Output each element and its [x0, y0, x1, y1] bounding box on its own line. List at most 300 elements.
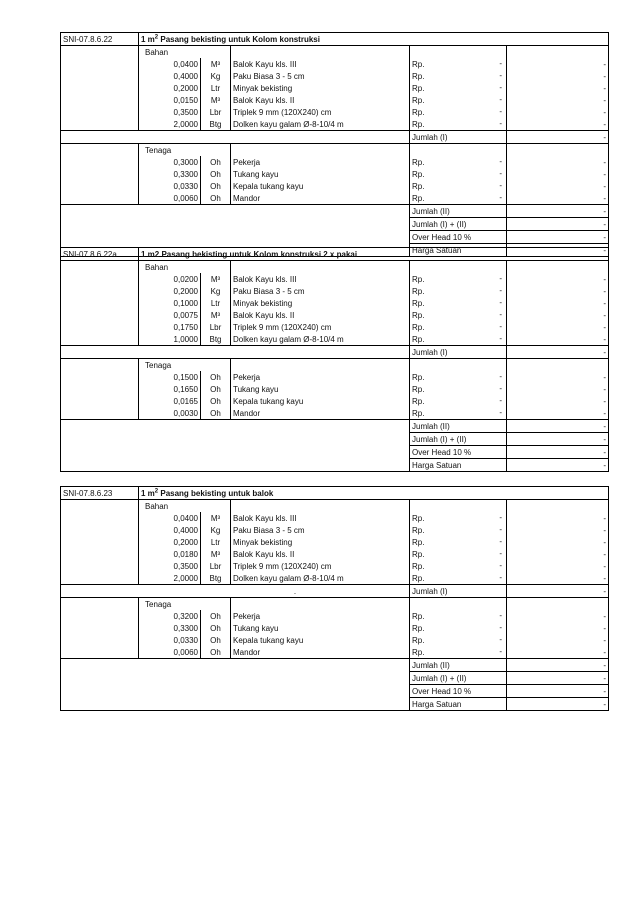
unit: Oh: [201, 622, 231, 634]
item-row: [61, 156, 609, 168]
total-price-value: -: [507, 646, 609, 659]
total-value: -: [507, 433, 609, 446]
item-description: Dolken kayu galam Ø-8-10/4 m: [231, 572, 410, 585]
item-row: [61, 548, 609, 560]
unit-cell-empty: [201, 500, 231, 513]
unit: Kg: [201, 70, 231, 82]
desc-cell-empty: [231, 359, 410, 372]
code-cell-empty: [61, 560, 139, 572]
item-row: [61, 572, 609, 585]
currency-cell: [410, 168, 507, 180]
total-price-value: -: [507, 524, 609, 536]
total-row: [61, 420, 609, 433]
unit-price-value: -: [499, 310, 502, 319]
code-cell-empty: [61, 94, 139, 106]
currency-label: Rp.: [412, 298, 425, 308]
code-cell-empty: [61, 500, 139, 513]
currency-label: Rp.: [412, 537, 425, 547]
item-description: Paku Biasa 3 - 5 cm: [231, 524, 410, 536]
total-price-value: -: [507, 94, 609, 106]
rp-cell-empty: [410, 144, 507, 157]
unit: Oh: [201, 371, 231, 383]
code-cell-empty: [61, 598, 139, 611]
currency-label: Rp.: [412, 561, 425, 571]
item-description: Kepala tukang kayu: [231, 395, 410, 407]
currency-cell: [410, 524, 507, 536]
total-label: Over Head 10 %: [410, 446, 507, 459]
total-price-value: -: [507, 321, 609, 333]
group-label-row: [61, 46, 609, 59]
coefficient: 0,3200: [173, 611, 198, 621]
currency-label: Rp.: [412, 322, 425, 332]
total-value: -: [507, 459, 609, 472]
item-row: [61, 333, 609, 346]
unit: M³: [201, 512, 231, 524]
unit-price-value: -: [499, 181, 502, 190]
stray-mark: .: [293, 586, 297, 596]
subtotal-row: [61, 585, 609, 598]
section-header-row: [61, 33, 609, 46]
unit: Oh: [201, 407, 231, 420]
coefficient: 0,0030: [173, 408, 198, 418]
item-row: [61, 58, 609, 70]
item-row: [61, 622, 609, 634]
unit-price-value: -: [499, 623, 502, 632]
total-value: -: [507, 205, 609, 218]
code-cell-empty: [61, 261, 139, 274]
group-label: Tenaga: [145, 145, 172, 155]
price-cell-empty: [507, 46, 609, 59]
total-value: -: [507, 420, 609, 433]
coefficient: 0,0330: [173, 181, 198, 191]
unit: Oh: [201, 646, 231, 659]
subtotal-value: -: [507, 585, 609, 598]
item-row: [61, 70, 609, 82]
code-cell-empty: [61, 144, 139, 157]
currency-cell: [410, 309, 507, 321]
code-cell-empty: [61, 512, 139, 524]
total-label: Over Head 10 %: [410, 685, 507, 698]
unit-price-value: -: [499, 169, 502, 178]
coefficient: 0,0060: [173, 193, 198, 203]
unit-price-value: -: [499, 71, 502, 80]
group-label-row: [61, 144, 609, 157]
item-description: Paku Biasa 3 - 5 cm: [231, 70, 410, 82]
unit: Ltr: [201, 82, 231, 94]
currency-label: Rp.: [412, 157, 425, 167]
section-header-row: [61, 487, 609, 500]
analysis-table-1: [60, 32, 609, 257]
section-title: [139, 33, 609, 46]
code-cell-empty: [61, 168, 139, 180]
unit-price-value: -: [499, 513, 502, 522]
unit: Btg: [201, 118, 231, 131]
currency-cell: [410, 333, 507, 346]
code-cell-empty: [61, 82, 139, 94]
code-cell-empty: [61, 46, 139, 59]
total-value: -: [507, 231, 609, 244]
unit: M³: [201, 273, 231, 285]
unit: Kg: [201, 524, 231, 536]
code-cell-empty: [61, 118, 139, 131]
coefficient: 0,2000: [173, 83, 198, 93]
unit-price-value: -: [499, 274, 502, 283]
unit: Lbr: [201, 560, 231, 572]
item-row: [61, 646, 609, 659]
coefficient: 0,3500: [173, 107, 198, 117]
coefficient: 0,0400: [173, 59, 198, 69]
currency-label: Rp.: [412, 334, 425, 344]
code-cell-empty: [61, 309, 139, 321]
code-cell-empty: [61, 383, 139, 395]
item-description: Tukang kayu: [231, 622, 410, 634]
coefficient: 0,0200: [173, 274, 198, 284]
unit: Lbr: [201, 321, 231, 333]
code-cell-empty: [61, 634, 139, 646]
total-value: -: [507, 659, 609, 672]
currency-cell: [410, 94, 507, 106]
total-price-value: -: [507, 297, 609, 309]
currency-cell: [410, 646, 507, 659]
total-label: Jumlah (II): [410, 420, 507, 433]
unit: Btg: [201, 333, 231, 346]
desc-cell-empty: [231, 46, 410, 59]
currency-label: Rp.: [412, 95, 425, 105]
currency-cell: [410, 58, 507, 70]
item-description: Triplek 9 mm (120X240) cm: [231, 106, 410, 118]
subtotal-value: -: [507, 131, 609, 144]
code-cell-empty: [61, 622, 139, 634]
item-description: Pekerja: [231, 156, 410, 168]
currency-label: Rp.: [412, 408, 425, 418]
unit: M³: [201, 548, 231, 560]
section-title-superscript: 2: [154, 487, 159, 494]
unit-cell-empty: [201, 261, 231, 274]
item-row: [61, 309, 609, 321]
currency-label: Rp.: [412, 286, 425, 296]
code-cell-empty: [61, 359, 139, 372]
currency-cell: [410, 512, 507, 524]
item-description: Mandor: [231, 407, 410, 420]
item-description: Tukang kayu: [231, 383, 410, 395]
group-label-row: [61, 598, 609, 611]
unit-price-value: -: [499, 322, 502, 331]
currency-label: Rp.: [412, 71, 425, 81]
item-description: Kepala tukang kayu: [231, 180, 410, 192]
item-description: Balok Kayu kls. II: [231, 309, 410, 321]
total-price-value: -: [507, 168, 609, 180]
unit: Ltr: [201, 297, 231, 309]
item-row: [61, 273, 609, 285]
section-code: SNI-07.8.6.22a: [61, 248, 139, 261]
item-row: [61, 297, 609, 309]
currency-label: Rp.: [412, 647, 425, 657]
item-row: [61, 634, 609, 646]
currency-label: Rp.: [412, 573, 425, 583]
currency-label: Rp.: [412, 513, 425, 523]
item-description: Balok Kayu kls. II: [231, 94, 410, 106]
item-row: [61, 94, 609, 106]
total-price-value: -: [507, 548, 609, 560]
price-cell-empty: [507, 598, 609, 611]
currency-cell: [410, 106, 507, 118]
coefficient: 0,0060: [173, 647, 198, 657]
item-description: Mandor: [231, 192, 410, 205]
code-cell-empty: [61, 572, 139, 585]
coefficient: 2,0000: [173, 119, 198, 129]
unit-price-value: -: [499, 525, 502, 534]
coefficient: 2,0000: [173, 573, 198, 583]
total-value: -: [507, 218, 609, 231]
currency-label: Rp.: [412, 611, 425, 621]
currency-label: Rp.: [412, 59, 425, 69]
rp-cell-empty: [410, 598, 507, 611]
code-cell-empty: [61, 285, 139, 297]
item-description: Tukang kayu: [231, 168, 410, 180]
subtotal-row: [61, 131, 609, 144]
item-row: [61, 321, 609, 333]
currency-cell: [410, 82, 507, 94]
unit: Oh: [201, 192, 231, 205]
desc-cell-empty: [231, 598, 410, 611]
section-title-text: Pasang bekisting untuk balok: [158, 488, 274, 498]
code-cell-empty: [61, 395, 139, 407]
currency-label: Rp.: [412, 193, 425, 203]
item-row: [61, 285, 609, 297]
currency-label: Rp.: [412, 181, 425, 191]
unit-cell-empty: [201, 598, 231, 611]
price-cell-empty: [507, 500, 609, 513]
unit-price-value: -: [499, 549, 502, 558]
code-cell-empty: [61, 192, 139, 205]
currency-cell: [410, 634, 507, 646]
total-price-value: -: [507, 512, 609, 524]
section-code: SNI-07.8.6.23: [61, 487, 139, 500]
code-cell-empty: [61, 106, 139, 118]
unit-price-value: -: [499, 298, 502, 307]
total-price-value: -: [507, 622, 609, 634]
price-cell-empty: [507, 144, 609, 157]
unit-price-value: -: [499, 647, 502, 656]
item-description: Mandor: [231, 646, 410, 659]
rp-cell-empty: [410, 46, 507, 59]
item-row: [61, 118, 609, 131]
coefficient: 0,2000: [173, 537, 198, 547]
group-label-row: [61, 359, 609, 372]
coefficient: 0,1500: [173, 372, 198, 382]
analysis-table-2: [60, 247, 609, 472]
total-price-value: -: [507, 333, 609, 346]
unit: Kg: [201, 285, 231, 297]
total-value: -: [507, 672, 609, 685]
subtotal-value: -: [507, 346, 609, 359]
total-price-value: -: [507, 407, 609, 420]
total-price-value: -: [507, 58, 609, 70]
analysis-table-3: [60, 486, 609, 711]
coefficient: 0,3300: [173, 623, 198, 633]
code-cell-empty: [61, 58, 139, 70]
unit: Oh: [201, 180, 231, 192]
total-value: -: [507, 698, 609, 711]
rp-cell-empty: [410, 261, 507, 274]
total-price-value: -: [507, 572, 609, 585]
group-label: Tenaga: [145, 360, 172, 370]
item-row: [61, 524, 609, 536]
section-code: SNI-07.8.6.22: [61, 33, 139, 46]
unit-price-value: -: [499, 573, 502, 582]
total-label: Harga Satuan: [410, 459, 507, 472]
unit-price-value: -: [499, 537, 502, 546]
currency-label: Rp.: [412, 635, 425, 645]
unit: Oh: [201, 156, 231, 168]
unit-price-value: -: [499, 107, 502, 116]
section-title-text: 1 m: [141, 488, 155, 498]
unit: Oh: [201, 395, 231, 407]
currency-cell: [410, 297, 507, 309]
desc-cell-empty: [231, 144, 410, 157]
code-cell-empty: [61, 371, 139, 383]
item-row: [61, 82, 609, 94]
code-cell-empty: [61, 407, 139, 420]
currency-label: Rp.: [412, 83, 425, 93]
group-label-row: [61, 261, 609, 274]
unit-price-value: -: [499, 83, 502, 92]
item-row: [61, 168, 609, 180]
total-price-value: -: [507, 634, 609, 646]
subtotal-label: Jumlah (I): [410, 346, 507, 359]
coefficient: 0,4000: [173, 71, 198, 81]
item-description: Dolken kayu galam Ø-8-10/4 m: [231, 333, 410, 346]
coefficient: 0,3300: [173, 169, 198, 179]
item-description: Minyak bekisting: [231, 297, 410, 309]
unit-price-value: -: [499, 334, 502, 343]
total-value: -: [507, 446, 609, 459]
subtotal-spacer: [61, 131, 410, 144]
unit: Btg: [201, 572, 231, 585]
coefficient: 0,3500: [173, 561, 198, 571]
group-label: Bahan: [145, 262, 169, 272]
total-price-value: -: [507, 285, 609, 297]
item-description: Triplek 9 mm (120X240) cm: [231, 560, 410, 572]
section-title: [139, 248, 609, 261]
total-label: Harga Satuan: [410, 244, 507, 257]
item-row: [61, 192, 609, 205]
unit-price-value: -: [499, 384, 502, 393]
unit-price-value: -: [499, 193, 502, 202]
currency-label: Rp.: [412, 384, 425, 394]
item-row: [61, 610, 609, 622]
coefficient: 0,0075: [173, 310, 198, 320]
currency-cell: [410, 610, 507, 622]
group-label-row: [61, 500, 609, 513]
group-label: Bahan: [145, 47, 169, 57]
coefficient: 0,0330: [173, 635, 198, 645]
item-description: Kepala tukang kayu: [231, 634, 410, 646]
item-description: Minyak bekisting: [231, 536, 410, 548]
code-cell-empty: [61, 156, 139, 168]
price-cell-empty: [507, 359, 609, 372]
unit-cell-empty: [201, 359, 231, 372]
currency-cell: [410, 321, 507, 333]
section-title-text: Pasang bekisting untuk Kolom konstruksi: [158, 34, 320, 44]
coefficient: 0,0400: [173, 513, 198, 523]
desc-cell-empty: [231, 261, 410, 274]
item-description: Pekerja: [231, 371, 410, 383]
code-cell-empty: [61, 321, 139, 333]
total-price-value: -: [507, 610, 609, 622]
unit-price-value: -: [499, 561, 502, 570]
item-description: Pekerja: [231, 610, 410, 622]
unit: Oh: [201, 168, 231, 180]
currency-label: Rp.: [412, 396, 425, 406]
group-label: Tenaga: [145, 599, 172, 609]
item-row: [61, 371, 609, 383]
coefficient: 1,0000: [173, 334, 198, 344]
code-cell-empty: [61, 333, 139, 346]
code-cell-empty: [61, 70, 139, 82]
totals-spacer: [61, 659, 410, 711]
total-label: Jumlah (I) + (II): [410, 672, 507, 685]
total-label: Jumlah (II): [410, 659, 507, 672]
total-price-value: -: [507, 192, 609, 205]
unit-price-value: -: [499, 119, 502, 128]
coefficient: 0,3000: [173, 157, 198, 167]
subtotal-label: Jumlah (I): [410, 131, 507, 144]
unit: M³: [201, 94, 231, 106]
total-label: Jumlah (I) + (II): [410, 218, 507, 231]
total-price-value: -: [507, 309, 609, 321]
code-cell-empty: [61, 524, 139, 536]
total-label: Over Head 10 %: [410, 231, 507, 244]
total-row: [61, 659, 609, 672]
unit-cell-empty: [201, 46, 231, 59]
unit: Oh: [201, 634, 231, 646]
currency-cell: [410, 383, 507, 395]
subtotal-spacer: [61, 585, 410, 598]
currency-label: Rp.: [412, 623, 425, 633]
currency-label: Rp.: [412, 525, 425, 535]
currency-cell: [410, 572, 507, 585]
unit: Oh: [201, 610, 231, 622]
currency-cell: [410, 156, 507, 168]
currency-label: Rp.: [412, 372, 425, 382]
section-title: [139, 487, 609, 500]
unit-cell-empty: [201, 144, 231, 157]
code-cell-empty: [61, 536, 139, 548]
unit-price-value: -: [499, 372, 502, 381]
unit: Oh: [201, 383, 231, 395]
item-row: [61, 407, 609, 420]
total-price-value: -: [507, 106, 609, 118]
section-header-row: [61, 248, 609, 261]
total-price-value: -: [507, 395, 609, 407]
code-cell-empty: [61, 548, 139, 560]
subtotal-spacer: [61, 346, 410, 359]
currency-cell: [410, 180, 507, 192]
item-description: Minyak bekisting: [231, 82, 410, 94]
unit-price-value: -: [499, 95, 502, 104]
unit: Ltr: [201, 536, 231, 548]
total-value: -: [507, 685, 609, 698]
group-label: Bahan: [145, 501, 169, 511]
total-value: -: [507, 244, 609, 257]
item-description: Paku Biasa 3 - 5 cm: [231, 285, 410, 297]
coefficient: 0,0165: [173, 396, 198, 406]
coefficient: 0,1750: [173, 322, 198, 332]
item-row: [61, 180, 609, 192]
total-price-value: -: [507, 383, 609, 395]
item-row: [61, 383, 609, 395]
